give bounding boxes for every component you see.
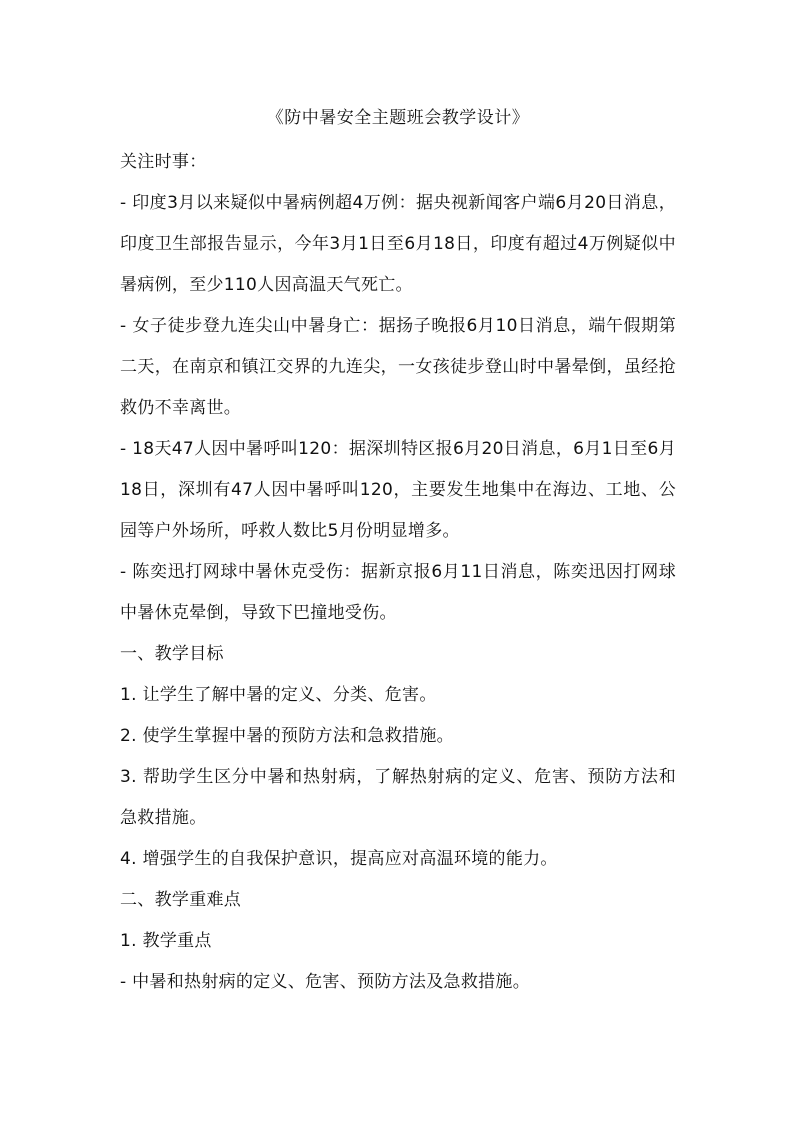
news-item-jiulianjian: - 女子徒步登九连尖山中暑身亡：据扬子晚报6月10日消息，端午假期第二天，在南京和镇江交界的九连尖，一女孩徒步登山时中暑晕倒，虽经抢救仍不幸离世。 [120,316,676,418]
section-heading-goals: 一、教学目标 [120,644,224,664]
document-title: 《防中暑安全主题班会教学设计》 [266,108,530,128]
goal-item-4: 4. 增强学生的自我保护意识，提高应对高温环境的能力。 [120,849,558,869]
document-body [120,100,676,1003]
goal-item-1: 1. 让学生了解中暑的定义、分类、危害。 [120,685,437,705]
section-label-current-events: 关注时事： [120,152,207,172]
goal-item-2: 2. 使学生掌握中暑的预防方法和急救措施。 [120,726,454,746]
goal-item-3: 3. 帮助学生区分中暑和热射病，了解热射病的定义、危害、预防方法和急救措施。 [120,767,676,828]
section-heading-key-points: 二、教学重难点 [120,890,242,910]
news-item-shenzhen: - 18天47人因中暑呼叫120：据深圳特区报6月20日消息，6月1日至6月18日，深圳有47人因中暑呼叫120，主要发生地集中在海边、工地、公园等户外场所，呼救人数比5月份明显增多。 [120,439,676,541]
news-item-india: - 印度3月以来疑似中暑病例超4万例：据央视新闻客户端6月20日消息，印度卫生部报告显示，今年3月1日至6月18日，印度有超过4万例疑似中暑病例，至少110人因高温天气死亡。 [120,193,676,295]
subheading-teaching-focus: 1. 教学重点 [120,931,212,951]
focus-item-1: - 中暑和热射病的定义、危害、预防方法及急救措施。 [120,972,531,992]
news-item-eason-chan: - 陈奕迅打网球中暑休克受伤：据新京报6月11日消息，陈奕迅因打网球中暑休克晕倒，导致下巴撞地受伤。 [120,562,676,623]
